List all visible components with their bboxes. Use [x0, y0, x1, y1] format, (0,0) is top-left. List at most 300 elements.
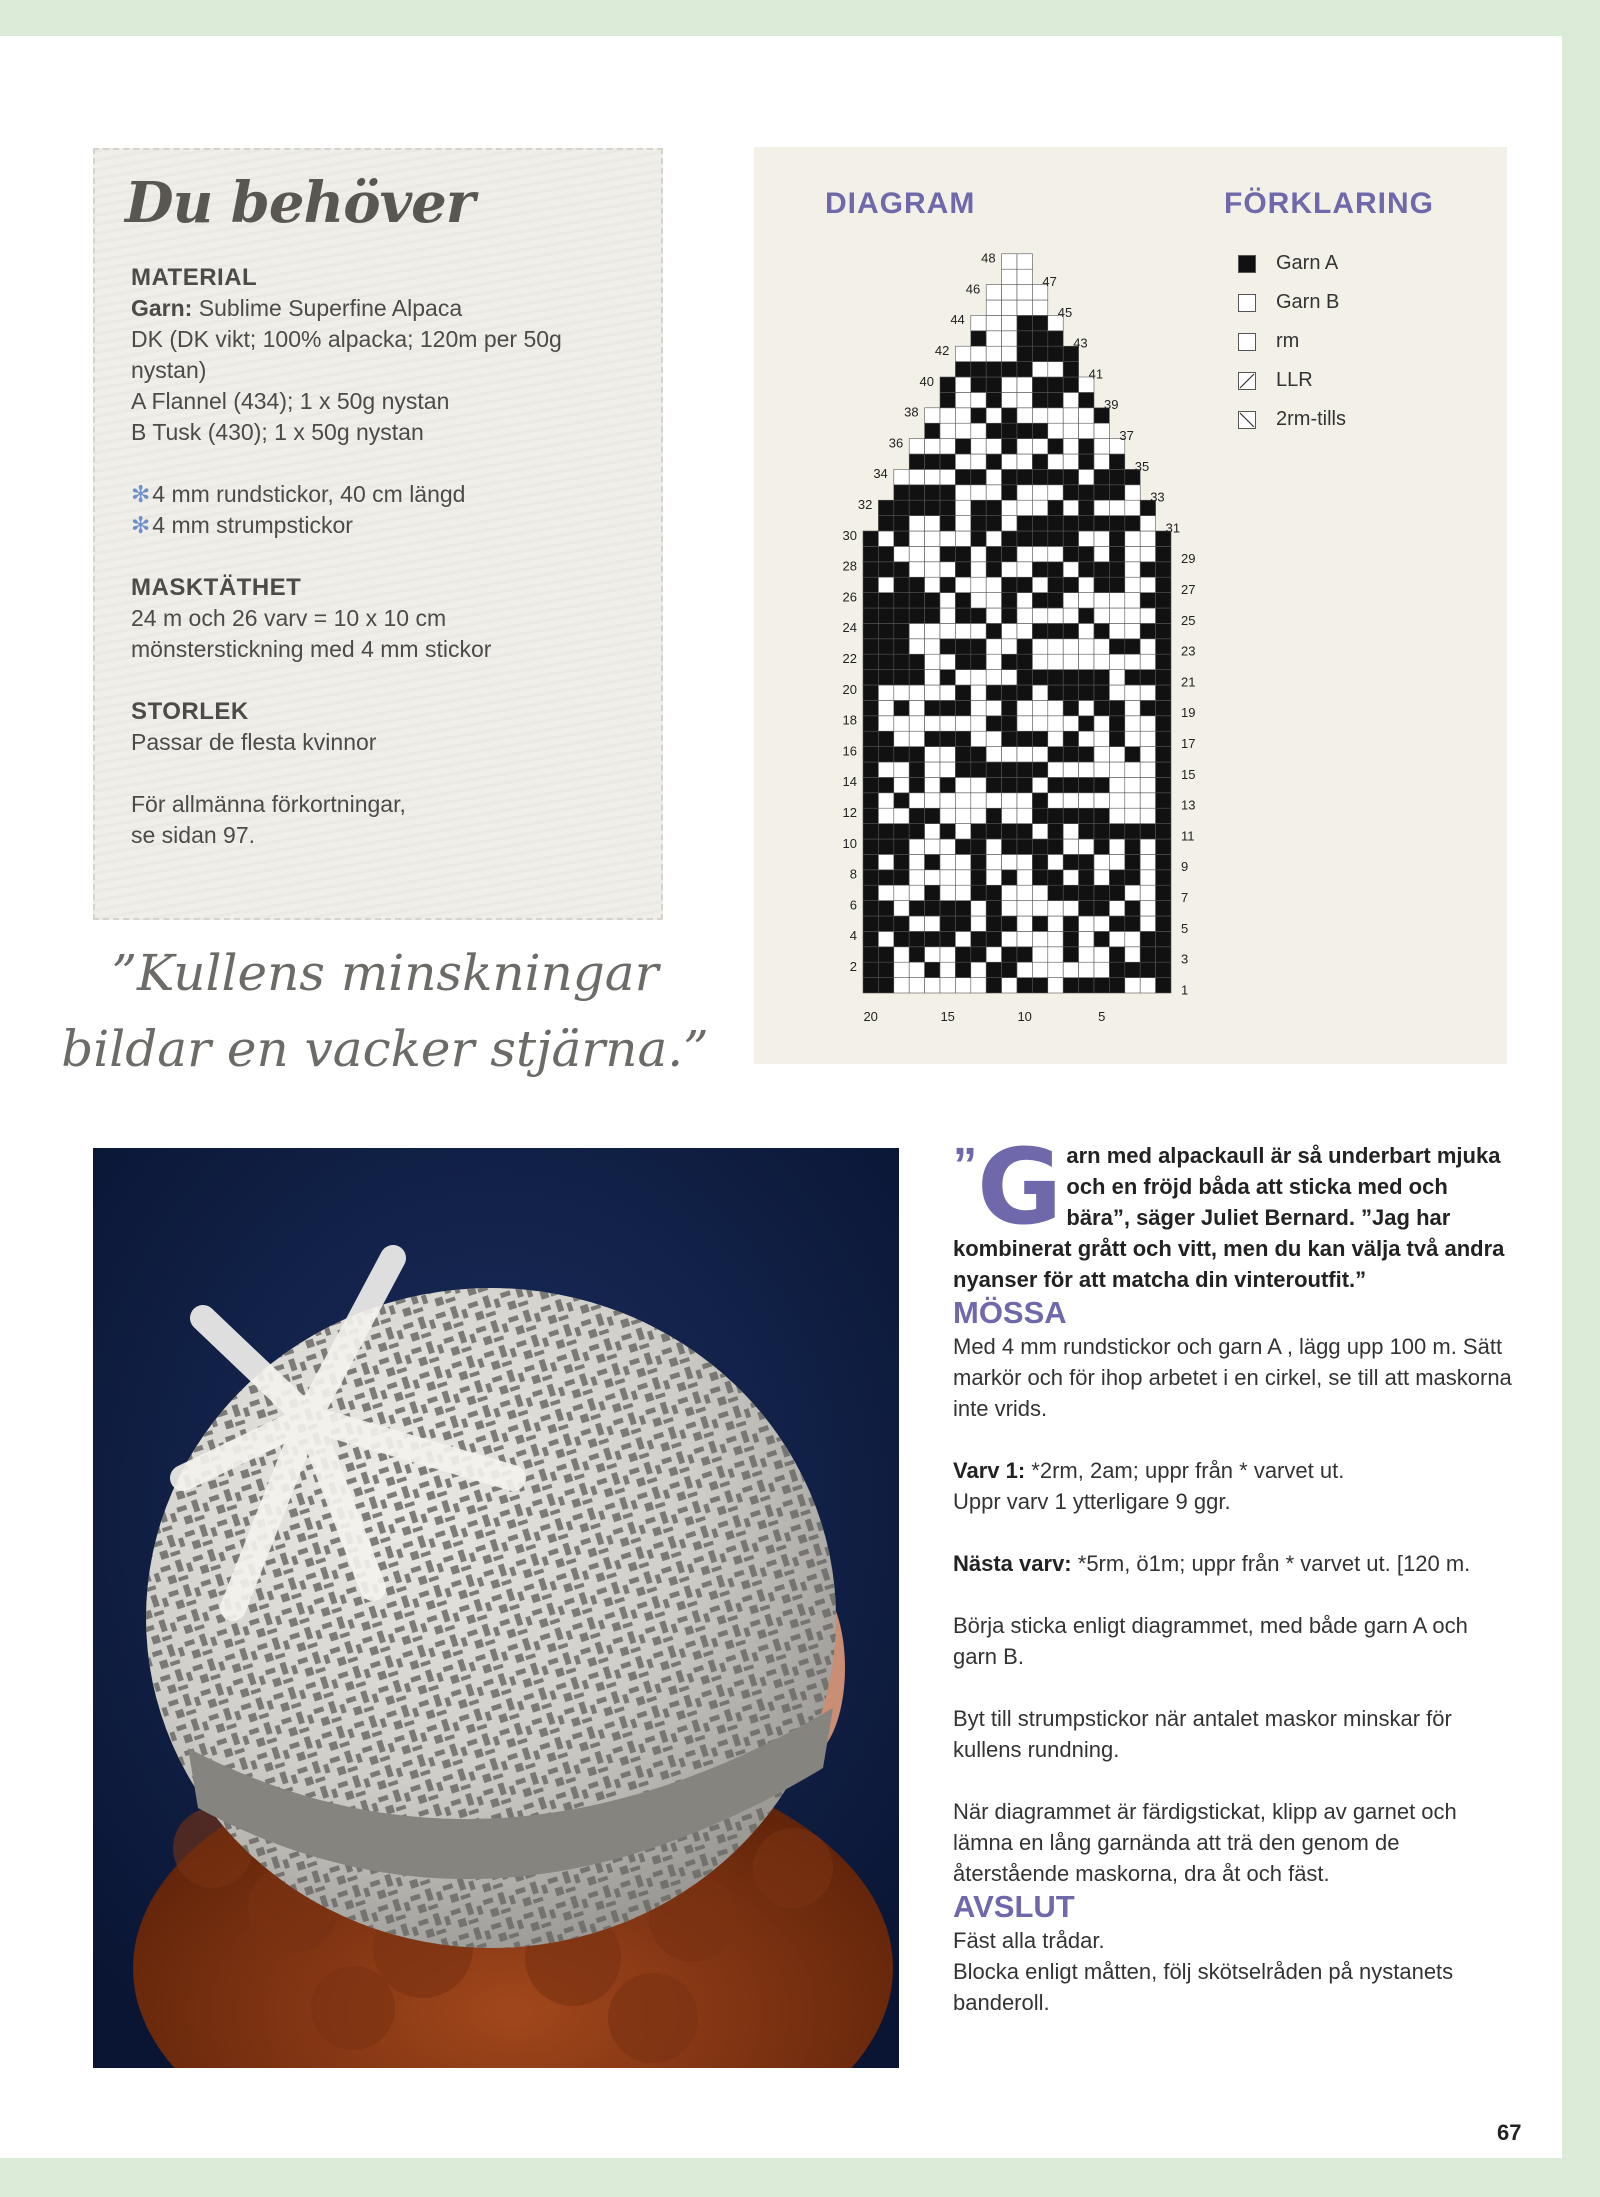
chart-row-number: 33: [1150, 489, 1165, 505]
chart-cell: [986, 300, 1001, 315]
chart-cell: [1125, 716, 1140, 731]
chart-cell: [1048, 962, 1063, 977]
chart-row-number: 44: [950, 312, 965, 328]
chart-cell: [878, 639, 893, 654]
chart-cell: [1109, 731, 1124, 746]
chart-cell: [1094, 469, 1109, 484]
chart-cell: [863, 700, 878, 715]
chart-row-number: 5: [1181, 920, 1189, 936]
chart-cell: [878, 700, 893, 715]
chart-cell: [909, 500, 924, 515]
chart-cell: [1125, 824, 1140, 839]
chart-cell: [1063, 901, 1078, 916]
chart-cell: [1032, 839, 1047, 854]
chart-cell: [1017, 670, 1032, 685]
chart-cell: [1048, 516, 1063, 531]
chart-cell: [894, 978, 909, 993]
chart-cell: [894, 469, 909, 484]
chart-cell: [1032, 962, 1047, 977]
chart-cell: [863, 978, 878, 993]
chart-cell: [1079, 408, 1094, 423]
chart-cell: [1063, 885, 1078, 900]
chart-cell: [1032, 931, 1047, 946]
chart-cell: [1017, 469, 1032, 484]
chart-cell: [986, 962, 1001, 977]
chart-cell: [925, 854, 940, 869]
chart-cell: [1063, 577, 1078, 592]
chart-cell: [1125, 947, 1140, 962]
chart-cell: [1109, 654, 1124, 669]
chart-cell: [1156, 978, 1171, 993]
chart-cell: [1156, 962, 1171, 977]
chart-row-number: 25: [1181, 612, 1196, 628]
legend-label: 2rm-tills: [1276, 408, 1346, 430]
hat-cast-on: Med 4 mm rundstickor och garn A , lägg upp 100 m. Sätt markör och för ihop arbetet i en cirkel, se till att maskorna inte vrids.: [953, 1334, 1512, 1421]
chart-cell: [1017, 269, 1032, 284]
chart-cell: [1032, 639, 1047, 654]
chart-cell: [1002, 777, 1017, 792]
chart-cell: [1156, 916, 1171, 931]
chart-cell: [878, 623, 893, 638]
chart-cell: [1094, 577, 1109, 592]
chart-cell: [1079, 870, 1094, 885]
chart-cell: [1063, 747, 1078, 762]
chart-cell: [1140, 516, 1155, 531]
chart-cell: [909, 947, 924, 962]
chart-cell: [925, 731, 940, 746]
chart-cell: [986, 562, 1001, 577]
chart-cell: [863, 716, 878, 731]
chart-cell: [1017, 916, 1032, 931]
chart-cell: [1048, 777, 1063, 792]
chart-cell: [971, 824, 986, 839]
chart-cell: [1079, 469, 1094, 484]
chart-cell: [971, 500, 986, 515]
chart-cell: [1063, 516, 1078, 531]
chart-cell: [1032, 793, 1047, 808]
materials-title: Du behöver: [125, 170, 475, 236]
chart-cell: [971, 685, 986, 700]
chart-cell: [894, 562, 909, 577]
chart-row-number: 17: [1181, 735, 1196, 751]
chart-cell: [1002, 469, 1017, 484]
chart-cell: [1032, 854, 1047, 869]
chart-row-number: 8: [849, 866, 857, 882]
chart-cell: [878, 562, 893, 577]
chart-cell: [1109, 639, 1124, 654]
chart-cell: [940, 423, 955, 438]
chart-cell: [971, 362, 986, 377]
chart-cell: [1063, 623, 1078, 638]
chart-cell: [1048, 824, 1063, 839]
chart-cell: [940, 577, 955, 592]
abbreviations-line-2: se sidan 97.: [131, 822, 256, 848]
chart-cell: [955, 469, 970, 484]
chart-cell: [894, 546, 909, 561]
chart-cell: [1048, 978, 1063, 993]
chart-cell: [909, 808, 924, 823]
chart-cell: [971, 516, 986, 531]
chart-cell: [1002, 824, 1017, 839]
chart-cell: [1094, 777, 1109, 792]
chart-instruction: Börja sticka enligt diagrammet, med både garn A och garn B.: [953, 1613, 1468, 1669]
chart-cell: [955, 747, 970, 762]
chart-cell: [878, 916, 893, 931]
chart-cell: [1094, 531, 1109, 546]
chart-cell: [940, 392, 955, 407]
chart-cell: [1156, 731, 1171, 746]
chart-cell: [1032, 577, 1047, 592]
chart-cell: [940, 747, 955, 762]
chart-cell: [1002, 670, 1017, 685]
chart-cell: [1125, 500, 1140, 515]
legend: [1238, 244, 1346, 439]
chart-cell: [1125, 639, 1140, 654]
chart-cell: [909, 978, 924, 993]
chart-cell: [1032, 824, 1047, 839]
yarn-value: Sublime Superfine Alpaca: [192, 295, 463, 321]
chart-cell: [1125, 962, 1140, 977]
chart-cell: [971, 747, 986, 762]
chart-cell: [971, 546, 986, 561]
chart-cell: [1125, 685, 1140, 700]
legend-label: rm: [1276, 330, 1300, 352]
chart-cell: [971, 331, 986, 346]
chart-cell: [1032, 731, 1047, 746]
chart-cell: [894, 639, 909, 654]
chart-cell: [1048, 731, 1063, 746]
chart-cell: [1017, 962, 1032, 977]
chart-cell: [1125, 762, 1140, 777]
chart-cell: [1017, 685, 1032, 700]
chart-cell: [940, 885, 955, 900]
slash-square-icon: [1238, 372, 1256, 390]
chart-cell: [1032, 500, 1047, 515]
chart-cell: [1140, 839, 1155, 854]
chart-cell: [1048, 747, 1063, 762]
chart-cell: [863, 593, 878, 608]
chart-cell: [878, 731, 893, 746]
chart-cell: [1017, 839, 1032, 854]
chart-cell: [1094, 654, 1109, 669]
chart-cell: [1017, 885, 1032, 900]
chart-cell: [909, 916, 924, 931]
chart-cell: [986, 362, 1001, 377]
chart-cell: [1094, 885, 1109, 900]
chart-cell: [971, 577, 986, 592]
chart-cell: [1032, 408, 1047, 423]
chart-cell: [894, 916, 909, 931]
chart-cell: [1094, 808, 1109, 823]
chart-cell: [1032, 377, 1047, 392]
chart-column-tick: 15: [940, 1009, 955, 1024]
chart-cell: [971, 931, 986, 946]
chart-cell: [986, 870, 1001, 885]
legend-title: FÖRKLARING: [1224, 187, 1434, 220]
chart-cell: [1109, 577, 1124, 592]
chart-cell: [1002, 700, 1017, 715]
chart-cell: [1109, 854, 1124, 869]
chart-cell: [1063, 839, 1078, 854]
chart-cell: [1048, 623, 1063, 638]
chart-cell: [909, 716, 924, 731]
chart-cell: [1125, 978, 1140, 993]
chart-cell: [986, 454, 1001, 469]
chart-cell: [955, 623, 970, 638]
pattern-text: [953, 1126, 1513, 2018]
legend-item: [1238, 322, 1346, 361]
chart-cell: [1125, 901, 1140, 916]
chart-cell: [1140, 562, 1155, 577]
chart-cell: [1125, 593, 1140, 608]
chart-cell: [1063, 700, 1078, 715]
chart-cell: [1032, 762, 1047, 777]
filled-square-icon: [1238, 255, 1256, 273]
chart-cell: [909, 469, 924, 484]
chart-cell: [925, 608, 940, 623]
chart-cell: [971, 346, 986, 361]
chart-cell: [955, 362, 970, 377]
chart-cell: [971, 793, 986, 808]
chart-cell: [1032, 546, 1047, 561]
chart-cell: [909, 516, 924, 531]
chart-cell: [1079, 854, 1094, 869]
yarn-description: DK (DK vikt; 100% alpacka; 120m per 50g nystan): [131, 326, 562, 383]
chart-cell: [986, 439, 1001, 454]
chart-row-number: 35: [1134, 458, 1150, 474]
chart-cell: [878, 947, 893, 962]
chart-cell: [1002, 516, 1017, 531]
chart-cell: [1063, 454, 1078, 469]
chart-cell: [909, 824, 924, 839]
chart-cell: [986, 485, 1001, 500]
chart-cell: [1048, 639, 1063, 654]
chart-cell: [1002, 439, 1017, 454]
chart-cell: [1140, 608, 1155, 623]
chart-cell: [1032, 315, 1047, 330]
chart-cell: [863, 931, 878, 946]
chart-cell: [1002, 531, 1017, 546]
chart-cell: [1109, 700, 1124, 715]
chart-cell: [1140, 546, 1155, 561]
chart-row-number: 37: [1119, 427, 1134, 443]
chart-cell: [1063, 716, 1078, 731]
chart-cell: [986, 331, 1001, 346]
chart-cell: [1156, 931, 1171, 946]
chart-cell: [878, 685, 893, 700]
chart-cell: [925, 408, 940, 423]
chart-cell: [940, 546, 955, 561]
chart-cell: [1063, 408, 1078, 423]
chart-cell: [986, 408, 1001, 423]
needle-1: ✻4 mm rundstickor, 40 cm längd: [131, 481, 466, 507]
chart-cell: [1140, 962, 1155, 977]
legend-label: Garn B: [1276, 291, 1340, 313]
chart-cell: [1079, 947, 1094, 962]
chart-cell: [894, 824, 909, 839]
chart-cell: [909, 839, 924, 854]
pull-quote-line-2: bildar en vacker stjärna.”: [61, 1020, 709, 1078]
chart-cell: [1094, 947, 1109, 962]
chart-cell: [1140, 762, 1155, 777]
chart-cell: [925, 808, 940, 823]
chart-cell: [1140, 824, 1155, 839]
gauge-heading: MASKTÄTHET: [131, 574, 302, 601]
chart-cell: [863, 854, 878, 869]
chart-cell: [971, 808, 986, 823]
chart-cell: [863, 808, 878, 823]
chart-cell: [1094, 670, 1109, 685]
chart-cell: [1109, 808, 1124, 823]
chart-cell: [878, 777, 893, 792]
chart-cell: [1063, 793, 1078, 808]
chart-row-number: 22: [842, 650, 857, 666]
chart-cell: [863, 531, 878, 546]
chart-row-number: 38: [904, 404, 919, 420]
chart-cell: [1109, 469, 1124, 484]
chart-cell: [1109, 516, 1124, 531]
chart-cell: [1156, 839, 1171, 854]
chart-cell: [1048, 700, 1063, 715]
chart-cell: [878, 854, 893, 869]
chart-cell: [1109, 685, 1124, 700]
chart-cell: [986, 608, 1001, 623]
chart-cell: [909, 654, 924, 669]
chart-cell: [1109, 531, 1124, 546]
chart-cell: [1079, 654, 1094, 669]
chart-cell: [1002, 654, 1017, 669]
chart-cell: [986, 731, 1001, 746]
chart-cell: [1140, 685, 1155, 700]
chart-cell: [1109, 962, 1124, 977]
legend-item: [1238, 244, 1346, 283]
chart-cell: [971, 947, 986, 962]
chart-cell: [1063, 777, 1078, 792]
chart-cell: [1094, 500, 1109, 515]
chart-cell: [894, 777, 909, 792]
chart-cell: [1002, 885, 1017, 900]
chart-cell: [1079, 500, 1094, 515]
chart-cell: [971, 454, 986, 469]
chart-cell: [1094, 731, 1109, 746]
chart-cell: [1109, 916, 1124, 931]
chart-cell: [1017, 439, 1032, 454]
chart-cell: [925, 439, 940, 454]
chart-cell: [1156, 824, 1171, 839]
chart-cell: [971, 870, 986, 885]
chart-cell: [894, 731, 909, 746]
chart-column-tick: 20: [863, 1009, 878, 1024]
chart-cell: [1094, 854, 1109, 869]
chart-cell: [1032, 777, 1047, 792]
chart-cell: [1140, 885, 1155, 900]
chart-cell: [1032, 608, 1047, 623]
chart-cell: [1094, 562, 1109, 577]
chart-row-number: 11: [1181, 828, 1195, 844]
chart-cell: [863, 870, 878, 885]
chart-cell: [1032, 870, 1047, 885]
chart-cell: [1094, 593, 1109, 608]
chart-row-number: 15: [1181, 766, 1196, 782]
chart-cell: [1002, 639, 1017, 654]
chart-row-number: 13: [1181, 797, 1196, 813]
chart-cell: [1048, 531, 1063, 546]
chart-cell: [1094, 762, 1109, 777]
chart-cell: [986, 808, 1001, 823]
chart-cell: [925, 931, 940, 946]
chart-cell: [909, 901, 924, 916]
chart-cell: [940, 762, 955, 777]
chart-cell: [1079, 916, 1094, 931]
chart-cell: [925, 685, 940, 700]
finish-instruction: När diagrammet är färdigstickat, klipp av garnet och lämna en lång garnända att trä den genom de återstående maskorna, dra åt och fäst.: [953, 1799, 1457, 1886]
chart-cell: [1156, 762, 1171, 777]
chart-cell: [1063, 870, 1078, 885]
chart-cell: [1002, 346, 1017, 361]
chart-cell: [1094, 516, 1109, 531]
chart-cell: [971, 654, 986, 669]
chart-cell: [894, 793, 909, 808]
chart-cell: [986, 916, 1001, 931]
chart-cell: [940, 978, 955, 993]
chart-cell: [925, 870, 940, 885]
chart-cell: [1125, 777, 1140, 792]
chart-cell: [955, 408, 970, 423]
chart-cell: [1079, 978, 1094, 993]
chart-cell: [878, 824, 893, 839]
chart-cell: [863, 947, 878, 962]
chart-row-number: 26: [842, 589, 857, 605]
asterisk-icon: ✻: [131, 512, 151, 538]
chart-cell: [863, 608, 878, 623]
chart-cell: [925, 500, 940, 515]
chart-cell: [1017, 731, 1032, 746]
chart-cell: [925, 716, 940, 731]
chart-cell: [1140, 777, 1155, 792]
chart-cell: [1002, 731, 1017, 746]
chart-cell: [863, 577, 878, 592]
chart-cell: [986, 901, 1001, 916]
chart-cell: [878, 546, 893, 561]
chart-cell: [1048, 392, 1063, 407]
chart-cell: [1109, 947, 1124, 962]
chart-cell: [1002, 593, 1017, 608]
chart-cell: [1140, 916, 1155, 931]
chart-cell: [1017, 793, 1032, 808]
chart-cell: [986, 793, 1001, 808]
chart-cell: [1156, 777, 1171, 792]
chart-cell: [1109, 716, 1124, 731]
chart-cell: [1002, 285, 1017, 300]
chart-cell: [1032, 346, 1047, 361]
asterisk-icon: ✻: [131, 481, 151, 507]
chart-cell: [925, 469, 940, 484]
materials-box: [93, 148, 663, 920]
chart-cell: [971, 978, 986, 993]
chart-cell: [1048, 439, 1063, 454]
chart-cell: [1079, 439, 1094, 454]
chart-cell: [1125, 793, 1140, 808]
chart-cell: [986, 670, 1001, 685]
chart-cell: [955, 931, 970, 946]
chart-cell: [894, 885, 909, 900]
chart-cell: [1156, 577, 1171, 592]
chart-cell: [1156, 747, 1171, 762]
chart-row-number: 47: [1042, 273, 1057, 289]
chart-cell: [940, 439, 955, 454]
chart-cell: [1109, 546, 1124, 561]
intro-paragraph: [953, 1126, 1513, 1295]
